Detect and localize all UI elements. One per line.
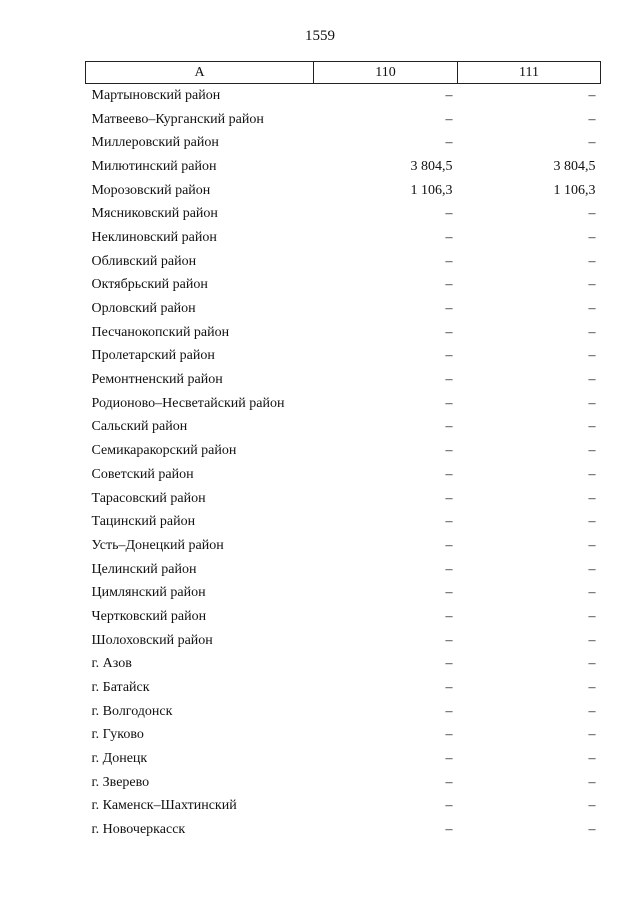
table-row (86, 416, 601, 440)
row-name-cell: Цимлянский район (91, 585, 206, 601)
row-value-110-cell: – (445, 253, 453, 269)
row-value-110-cell: 3 804,5 (410, 158, 453, 174)
row-name-cell: Шолоховский район (91, 632, 213, 648)
row-value-111-cell: – (588, 490, 596, 506)
table-row (86, 368, 601, 392)
table-row (86, 439, 601, 463)
column-header-a: А (86, 62, 314, 84)
row-value-110-cell: – (445, 490, 453, 506)
row-value-110-cell: – (445, 703, 453, 719)
row-value-111-cell: – (588, 798, 596, 814)
row-value-110-cell: – (445, 608, 453, 624)
table-body (86, 84, 601, 843)
table-row (86, 392, 601, 416)
row-name-cell: Неклиновский район (91, 229, 217, 245)
row-value-111-cell: – (588, 324, 596, 340)
row-value-111-cell: 3 804,5 (553, 158, 596, 174)
table-row (86, 747, 601, 771)
row-value-111-cell: – (588, 301, 596, 317)
table-row (86, 581, 601, 605)
row-name-cell: Советский район (91, 466, 194, 482)
table-row (86, 605, 601, 629)
column-header-110: 110 (314, 62, 458, 84)
table-row (86, 179, 601, 203)
row-value-111-cell: – (588, 727, 596, 743)
table-row (86, 202, 601, 226)
page-number: 1559 (305, 28, 335, 44)
row-name-cell: Пролетарский район (91, 348, 215, 364)
row-value-110-cell: – (445, 395, 453, 411)
row-name-cell: Сальский район (91, 419, 188, 435)
row-value-110-cell: – (445, 822, 453, 838)
row-value-110-cell: – (445, 324, 453, 340)
row-name-cell: г. Донецк (91, 751, 148, 767)
row-value-110-cell: – (445, 656, 453, 672)
data-table (85, 61, 601, 842)
table-row (86, 487, 601, 511)
table-row (86, 274, 601, 298)
row-name-cell: Чертковский район (91, 608, 207, 624)
table-row (86, 463, 601, 487)
table-row (86, 629, 601, 653)
row-name-cell: г. Новочеркасск (91, 822, 186, 838)
table-header (86, 62, 601, 84)
header-row (86, 62, 601, 84)
row-value-110-cell: – (445, 585, 453, 601)
row-name-cell: Песчанокопский район (91, 324, 230, 340)
table-row (86, 676, 601, 700)
row-name-cell: Орловский район (91, 301, 196, 317)
row-name-cell: Миллеровский район (91, 135, 219, 151)
row-value-111-cell: – (588, 822, 596, 838)
row-value-111-cell: – (588, 774, 596, 790)
table-row (86, 345, 601, 369)
row-name-cell: Октябрьский район (91, 277, 208, 293)
row-value-111-cell: – (588, 253, 596, 269)
row-value-111-cell: – (588, 348, 596, 364)
row-value-111-cell: – (588, 277, 596, 293)
row-value-111-cell: – (588, 703, 596, 719)
row-name-cell: Обливский район (91, 253, 197, 269)
row-value-111-cell: – (588, 443, 596, 459)
row-value-110-cell: – (445, 443, 453, 459)
row-value-110-cell: – (445, 229, 453, 245)
table-row (86, 226, 601, 250)
row-value-111-cell: – (588, 680, 596, 696)
table-row (86, 795, 601, 819)
row-value-111-cell: – (588, 111, 596, 127)
row-value-110-cell: – (445, 135, 453, 151)
row-value-110-cell: – (445, 537, 453, 553)
table-row (86, 108, 601, 132)
table-row (86, 653, 601, 677)
row-value-110-cell: – (445, 277, 453, 293)
table-row (86, 321, 601, 345)
row-value-111-cell: – (588, 608, 596, 624)
row-value-110-cell: – (445, 751, 453, 767)
row-value-110-cell: – (445, 206, 453, 222)
row-value-111-cell: 1 106,3 (553, 182, 596, 198)
row-name-cell: Родионово–Несветайский район (91, 395, 285, 411)
table-row (86, 558, 601, 582)
row-value-110-cell: – (445, 301, 453, 317)
row-value-110-cell: – (445, 419, 453, 435)
row-value-111-cell: – (588, 632, 596, 648)
row-value-111-cell: – (588, 135, 596, 151)
row-value-110-cell: – (445, 514, 453, 530)
row-value-110-cell: – (445, 87, 453, 103)
row-value-110-cell: – (445, 632, 453, 648)
row-name-cell: Милютинский район (91, 158, 217, 174)
table-row (86, 534, 601, 558)
row-value-110-cell: – (445, 561, 453, 577)
table-row (86, 771, 601, 795)
row-value-110-cell: – (445, 111, 453, 127)
table-row (86, 250, 601, 274)
table-row (86, 84, 601, 108)
row-value-110-cell: 1 106,3 (410, 182, 453, 198)
row-value-110-cell: – (445, 372, 453, 388)
row-name-cell: Мясниковский район (91, 206, 218, 222)
table-row (86, 818, 601, 842)
row-value-110-cell: – (445, 680, 453, 696)
row-value-111-cell: – (588, 229, 596, 245)
row-value-111-cell: – (588, 395, 596, 411)
row-name-cell: Усть–Донецкий район (91, 537, 224, 553)
row-name-cell: г. Каменск–Шахтинский (91, 798, 237, 814)
column-header-111: 111 (458, 62, 601, 84)
row-name-cell: Мартыновский район (91, 87, 221, 103)
row-name-cell: Семикаракорский район (91, 443, 237, 459)
row-name-cell: Тарасовский район (91, 490, 206, 506)
table-row (86, 155, 601, 179)
table-row (86, 131, 601, 155)
row-value-110-cell: – (445, 466, 453, 482)
table-row (86, 297, 601, 321)
row-value-111-cell: – (588, 206, 596, 222)
row-name-cell: Целинский район (91, 561, 197, 577)
row-name-cell: г. Азов (91, 656, 132, 672)
row-value-111-cell: – (588, 372, 596, 388)
row-name-cell: г. Батайск (91, 680, 150, 696)
row-value-110-cell: – (445, 798, 453, 814)
row-name-cell: Тацинский район (91, 514, 196, 530)
row-name-cell: г. Волгодонск (91, 703, 173, 719)
table-row (86, 510, 601, 534)
row-value-111-cell: – (588, 585, 596, 601)
row-name-cell: г. Гуково (91, 727, 144, 743)
row-name-cell: г. Зверево (91, 774, 150, 790)
table-row (86, 724, 601, 748)
row-value-111-cell: – (588, 656, 596, 672)
row-value-111-cell: – (588, 514, 596, 530)
row-name-cell: Ремонтненский район (91, 372, 223, 388)
table-row (86, 700, 601, 724)
row-value-111-cell: – (588, 537, 596, 553)
row-value-111-cell: – (588, 751, 596, 767)
row-value-110-cell: – (445, 727, 453, 743)
row-name-cell: Матвеево–Курганский район (91, 111, 264, 127)
row-name-cell: Морозовский район (91, 182, 211, 198)
row-value-110-cell: – (445, 774, 453, 790)
row-value-110-cell: – (445, 348, 453, 364)
row-value-111-cell: – (588, 419, 596, 435)
row-value-111-cell: – (588, 466, 596, 482)
row-value-111-cell: – (588, 561, 596, 577)
row-value-111-cell: – (588, 87, 596, 103)
